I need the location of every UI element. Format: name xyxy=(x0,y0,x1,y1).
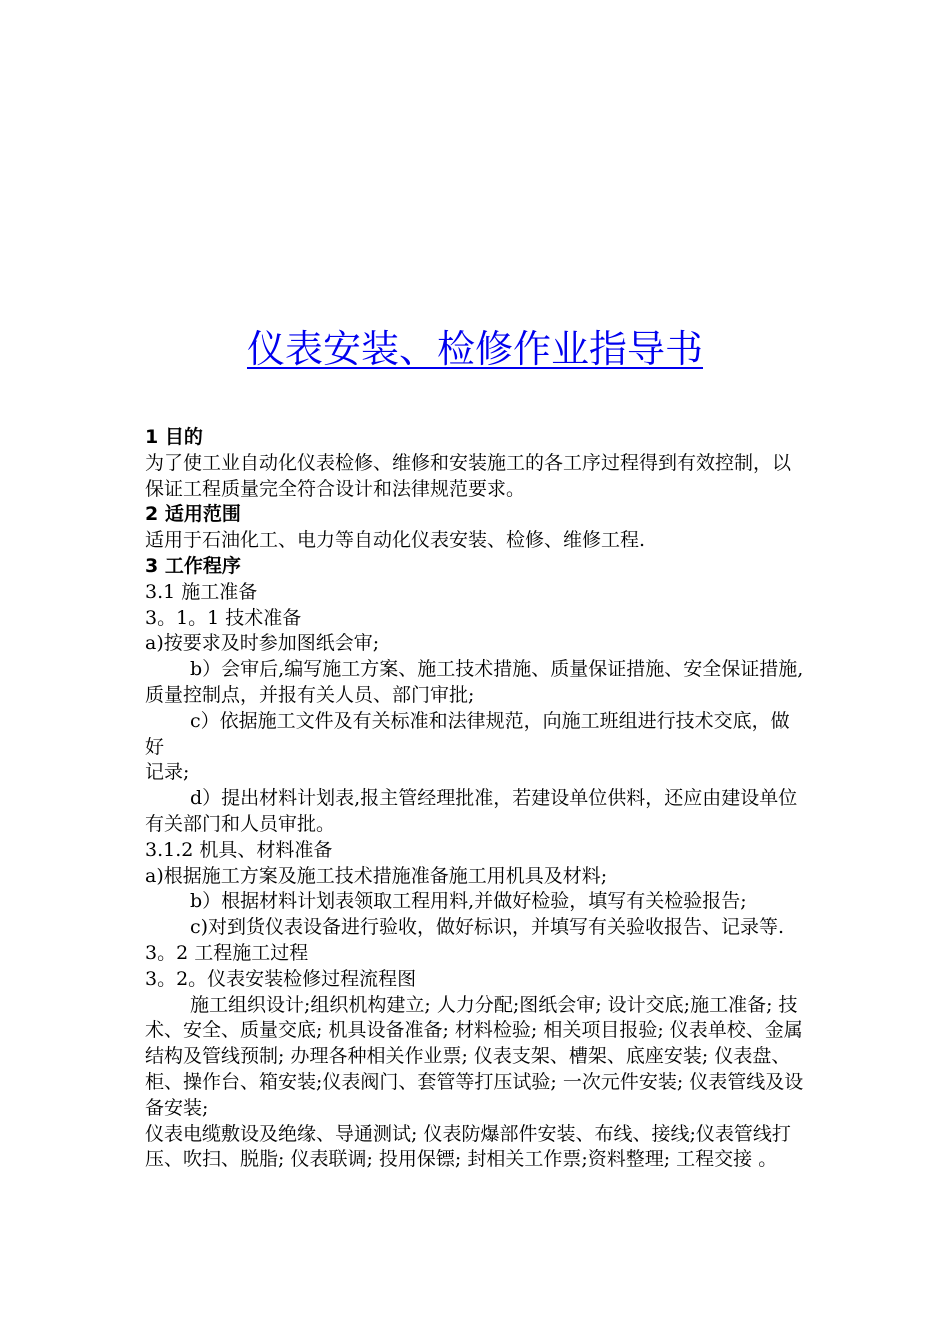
list-item-c: c）依据施工文件及有关标准和法律规范，向施工班组进行技术交底，做好 xyxy=(145,709,790,758)
list-item-c-continued: 记录; xyxy=(145,761,190,784)
subsection-heading-flowchart: 3。2。仪表安装检修过程流程图 xyxy=(145,967,417,990)
paragraph-flowchart: 施工组织设计;组织机构建立; 人力分配;图纸会审; 设计交底;施工准备; 技术、安全、质量交底; 机具设备准备; 材料检验; 相关项目报验; 仪表单校、金属结构及管线预制; 办理各种相关作业票; 仪表支架、槽架、底座安装; 仪表盘、柜、操作台、箱安装;仪表阀门、套管等打压试验; 一次元件安装; 仪表管线及设备安装; xyxy=(145,993,804,1119)
paragraph-purpose: 为了使工业自动化仪表检修、维修和安装施工的各工序过程得到有效控制，以保证工程质量完全符合设计和法律规范要求。 xyxy=(145,451,792,500)
section-heading-procedure: 3 工作程序 xyxy=(145,554,241,577)
list-item-tools-c: c)对到货仪表设备进行验收，做好标识，并填写有关验收报告、记录等. xyxy=(190,916,785,939)
section-heading-scope: 2 适用范围 xyxy=(145,503,241,526)
list-item-d: d）提出材料计划表,报主管经理批准，若建设单位供料，还应由建设单位有关部门和人员审批。 xyxy=(145,787,798,835)
list-item-b: b）会审后,编写施工方案、施工技术措施、质量保证措施、安全保证措施,质量控制点，并报有关人员、部门审批; xyxy=(145,658,804,706)
list-item-tools-b: b）根据材料计划表领取工程用料,并做好检验，填写有关检验报告; xyxy=(190,890,747,913)
subsection-heading-technical: 3。1。1 技术准备 xyxy=(145,606,302,629)
document-title[interactable]: 仪表安装、检修作业指导书 xyxy=(246,327,703,371)
subsection-heading-process: 3。2 工程施工过程 xyxy=(145,941,309,964)
list-item-a: a)按要求及时参加图纸会审; xyxy=(145,632,380,655)
list-item-tools-a: a)根据施工方案及施工技术措施准备施工用机具及材料; xyxy=(145,864,608,887)
subsection-heading-tools: 3.1.2 机具、材料准备 xyxy=(145,838,333,861)
section-heading-purpose: 1 目的 xyxy=(145,426,203,448)
paragraph-scope: 适用于石油化工、电力等自动化仪表安装、检修、维修工程. xyxy=(145,529,646,552)
subsection-heading-preparation: 3.1 施工准备 xyxy=(145,580,258,603)
paragraph-flowchart-continued: 仪表电缆敷设及绝缘、导通测试; 仪表防爆部件安装、布线、接线;仪表管线打压、吹扫、脱脂; 仪表联调; 投用保镖; 封相关工作票;资料整理; 工程交接 。 xyxy=(145,1122,791,1171)
document-body xyxy=(145,425,807,1173)
